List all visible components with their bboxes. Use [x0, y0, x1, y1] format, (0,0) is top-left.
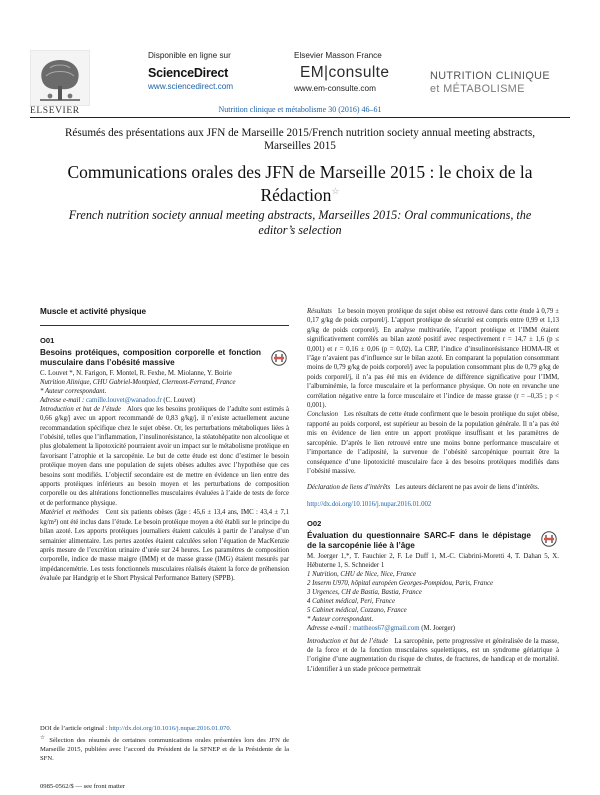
email-owner: (M. Joerger)	[421, 624, 456, 632]
conclusion-paragraph	[307, 410, 559, 476]
journal-citation[interactable]: Nutrition clinique et métabolisme 30 (2016) 46–61	[218, 105, 382, 114]
footnote-selection-text: Sélection des résumés de certaines communications orales présentées lors des JFN de Marseille 2015, publiées avec l’accord du Président de la SFNEP et de la Présidente de la SFN.	[40, 736, 290, 762]
conclusion-label: Conclusion	[307, 411, 338, 419]
footnote-selection	[40, 734, 289, 764]
affiliation-3: 3 Urgences, CH de Bastia, Bastia, France	[307, 588, 422, 596]
page-title	[60, 163, 540, 205]
emconsulte-logo: EM|consulte	[300, 64, 390, 81]
em-france-text: Elsevier Masson France	[294, 51, 382, 60]
sciencedirect-link[interactable]: www.sciencedirect.com	[148, 82, 234, 91]
intro-label: Introduction et but de l’étude	[307, 637, 388, 645]
journal-logo-line2: et MÉTABOLISME	[430, 83, 525, 95]
right-column	[307, 307, 559, 674]
section-heading: Muscle et activité physique	[40, 307, 147, 316]
abstract-authors: M. Joerger 1,*, T. Fauchier 2, F. Le Duff 1, M.-C. Ciabrini-Moretti 4, T. Dahan 5, X. Hébuterne 1, S. Schneider 1	[307, 552, 559, 569]
email-line	[307, 624, 559, 633]
crossmark-icon[interactable]	[541, 531, 557, 547]
section-rule	[40, 325, 289, 326]
footnote-doi-label: DOI de l’article original :	[40, 725, 108, 732]
abstract-o01	[40, 336, 289, 583]
page-title-text: Communications orales des JFN de Marseille 2015 : le choix de la Rédaction	[67, 162, 533, 205]
declaration-paragraph	[307, 483, 559, 492]
methods-paragraph	[40, 508, 289, 583]
email-link[interactable]: camille.louvet@wanadoo.fr	[86, 396, 162, 404]
abstract-o02	[307, 519, 559, 674]
journal-logo-line1: NUTRITION CLINIQUE	[430, 70, 550, 82]
intro-paragraph	[307, 637, 559, 675]
abstract-title: Besoins protéiques, composition corporelle et fonction musculaire dans l’obésité massive	[40, 347, 261, 367]
affiliation-2: 2 Inserm U970, hôpital européen Georges-Pompidou, Paris, France	[307, 579, 494, 587]
title-footnote-mark[interactable]: ☆	[331, 186, 340, 196]
english-title: French nutrition society annual meeting abstracts, Marseilles 2015: Oral communications, the editor’s selection	[68, 208, 532, 237]
declaration-text: Les auteurs déclarent ne pas avoir de liens d’intérêts.	[395, 484, 540, 492]
left-column	[40, 307, 289, 584]
abstract-affiliation: Nutrition Alinique, CHU Gabriel-Montpied, Clermont-Ferrand, France	[40, 378, 236, 386]
corresponding-note: * Auteur correspondant.	[40, 387, 107, 395]
journal-logo	[430, 70, 568, 95]
footnote-doi-link[interactable]: http://dx.doi.org/10.1016/j.nupar.2016.01.070.	[109, 725, 232, 732]
availability-text: Disponible en ligne sur	[148, 51, 231, 60]
email-link[interactable]: mattheos67@gmail.com	[353, 624, 420, 632]
affiliation-1: 1 Nutrition, CHU de Nice, Nice, France	[307, 570, 416, 578]
elsevier-tree-logo	[30, 50, 90, 106]
abstract-authors: C. Louvet *, N. Farigon, F. Montel, R. Fexhe, M. Miolanne, Y. Boirie	[40, 369, 232, 377]
email-label: Adresse e-mail :	[40, 396, 85, 404]
results-paragraph	[307, 307, 559, 410]
proceedings-subtitle: Résumés des présentations aux JFN de Marseille 2015/French nutrition society annual meeting abstracts, Marseilles 2015	[64, 127, 536, 152]
conclusion-text: Les résultats de cette étude confirment que le besoin protéique du sujet obèse, rapporté au poids corporel, est supérieur au besoin de la population générale. Il n’a pas été mis en évidence de lien entre un apport protéique insuffisant et les paramètres de sarcopénie. D’après le lien retrouvé entre une moins bonne performance musculaire et l’importance de l’adiposité, la survenue de l’obésité sarcopénique pourrait être la conséquence d’une lipotoxicité musculaire face à des besoins protéiques modifiés dans l’obésité massive.	[307, 411, 559, 475]
header-rule	[30, 117, 570, 118]
crossmark-icon[interactable]	[271, 350, 287, 366]
intro-text: Alors que les besoins protéiques de l’adulte sont estimés à 0,66 g/kg/j avec un apport recommandé de 0,83 g/kg/j, il n’existe actuellement aucune recommandation spécifique chez le sujet obèse. Or, les perturbations métaboliques liées à l’obésité, telles que l’inflammation, l’insulinorésistance, la stéatohépatite non alcoolique et plus globalement la lipotoxicité pourraient avoir un impact sur le métabolisme protéique en favorisant l’atrophie et la sarcopénie. Le but de cette étude est donc d’estimer le besoin protéique moyen dans une population de sujets obèses adultes avec l’hypothèse que ces besoins sont modifiés. L’objectif secondaire est de mettre en évidence un lien entre des apports protéiques inférieurs au besoin moyen et les perturbations de composition corporelle ou des altérations fonctionnelles musculaires évaluées à l’aide de tests de force et de performance physique.	[40, 405, 290, 507]
methods-label: Matériel et méthodes	[40, 509, 99, 517]
intro-label: Introduction et but de l’étude	[40, 405, 122, 413]
email-line	[40, 396, 289, 405]
abstract-doi-link[interactable]: http://dx.doi.org/10.1016/j.nupar.2016.01.002	[307, 500, 432, 508]
abstract-id: O02	[307, 519, 322, 529]
footnote-doi	[40, 725, 289, 734]
intro-paragraph	[40, 405, 289, 508]
results-text: Le besoin moyen protéique du sujet obèse est retrouvé dans cette étude à 0,79 ± 0,17 g/kg de poids corporel/j. L’apport protéique de sécurité est compris entre 0,99 et 1,13 g/kg de poids corporel/j. En analyse multivariée, l’apport protéique et l’IMM étaient significativement corrélés au bilan azoté positif avec respectivement r = 14,7 ± 1,6 (p ≤ 0,001) et r = 0,16 ± 0,06 (p = 0,02). La CRP, l’indice d’insulinorésistance HOMA-IR et l’âge n’avaient pas d’influence sur le bilan azoté. En comparant la population consommant moins de 0,79 g/kg de poids corporel/j avec la population consommant plus de 0,79 g/kg de poids corporel/j, il n’a pas été mis en évidence de différence significative pour l’IMM, l’albuminémie, la force musculaire et la performance physique. On note en revanche une corrélation négative entre la force musculaire et l’indice de masse grasse (r = –0,35 ; p < 0,001).	[307, 308, 559, 410]
emconsulte-link[interactable]: www.em-consulte.com	[294, 84, 376, 93]
journal-header	[0, 0, 600, 135]
front-matter: 0985-0562/$ — see front matter	[40, 783, 125, 790]
affiliation-5: 5 Cabinet médical, Cozzano, France	[307, 606, 407, 614]
intro-text: La sarcopénie, perte progressive et généralisée de la masse, de la force et de la fonction musculaires squelettiques, est un syndrome gériatrique à l’origine d’une augmentation du risque de chutes, de fractures, de handicap et de mortalité. L’identifier à un stade précoce permettrait	[307, 637, 560, 673]
results-label: Résultats	[307, 308, 332, 315]
footnote-star: ☆	[40, 734, 47, 741]
corresponding-note: * Auteur correspondant.	[307, 615, 374, 623]
footnotes	[40, 725, 289, 763]
email-owner: (C. Louvet)	[163, 396, 196, 404]
elsevier-wordmark: ELSEVIER	[30, 106, 80, 116]
abstract-title: Évaluation du questionnaire SARC-F dans le dépistage de la sarcopénie liée à l’âge	[307, 530, 531, 550]
methods-text: Cent six patients obèses (âge : 45,6 ± 13,4 ans, IMC : 43,4 ± 7,1 kg/m²) ont été inclus dans l’étude. Le besoin protéique moyen a été établi sur le principe du bilan azoté. Les apports protéiques journaliers étaient calculés à partir de l’analyse d’un semainier alimentaire. Les pertes azotées étaient calculées selon l’équation de MacKenzie après mesure de l’excrétion urinaire d’urée sur 24 heures. Les paramètres de composition corporelle, indice de masse maigre (IMM) et de masse grasse (IMG) étaient mesurés par impédancemétrie. Les tests fonctionnels musculaires réalisés étaient la force de préhension évaluée par Handgrip et le Short Physical Performance Battery (SPPB).	[40, 509, 289, 583]
affiliation-4: 4 Cabinet médical, Peri, France	[307, 597, 395, 605]
abstract-id: O01	[40, 336, 55, 346]
declaration-label: Déclaration de liens d’intérêts	[307, 484, 391, 492]
sciencedirect-logo: ScienceDirect	[148, 66, 229, 80]
email-label: Adresse e-mail :	[307, 624, 352, 632]
